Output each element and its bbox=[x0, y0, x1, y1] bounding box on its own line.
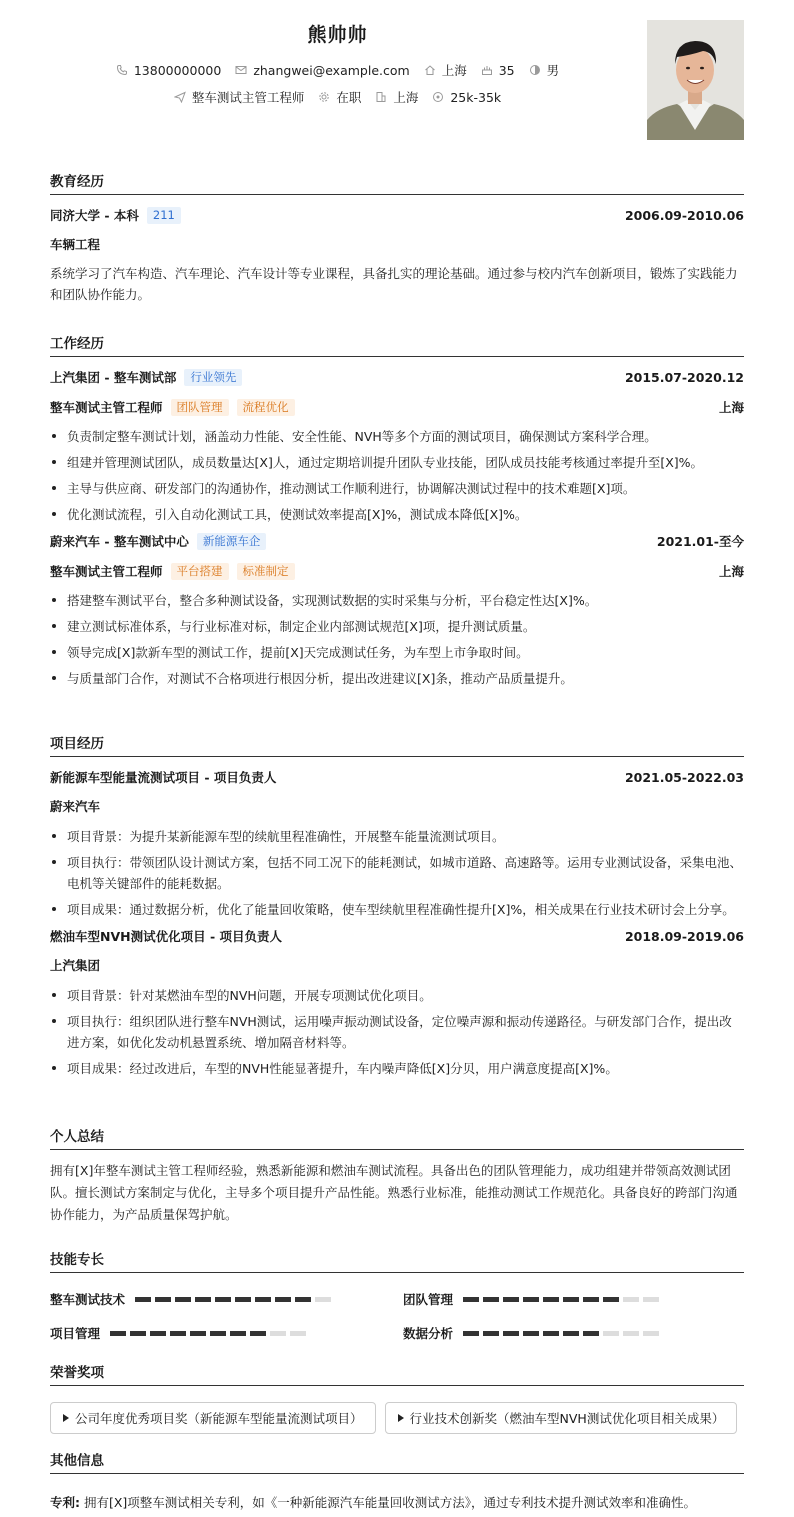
skill-segment-filled bbox=[543, 1331, 559, 1336]
skill-segment-empty bbox=[643, 1331, 659, 1336]
education-row bbox=[50, 205, 744, 225]
skill-segment-filled bbox=[235, 1297, 251, 1302]
skill-segment-filled bbox=[175, 1297, 191, 1302]
skill-item bbox=[403, 1323, 744, 1343]
coin-icon bbox=[432, 91, 444, 103]
status-text: 在职 bbox=[336, 90, 362, 105]
skill-segment-filled bbox=[215, 1297, 231, 1302]
honor-item bbox=[385, 1402, 738, 1434]
skill-level-bar bbox=[463, 1331, 659, 1336]
project-title: 项目经历 bbox=[50, 732, 744, 757]
skill-segment-filled bbox=[463, 1331, 479, 1336]
gender-text: 男 bbox=[546, 63, 560, 78]
job-intent-row bbox=[50, 88, 625, 106]
work-item bbox=[50, 367, 744, 525]
cake-icon bbox=[481, 64, 493, 76]
project-org: 上汽集团 bbox=[50, 958, 101, 973]
work-bullet: 优化测试流程，引入自动化测试工具，使测试效率提高[X]%，测试成本降低[X]%。 bbox=[50, 504, 744, 525]
gender-info bbox=[529, 61, 560, 79]
work-bullet: 建立测试标准体系，与行业标准对标，制定企业内部测试规范[X]项，提升测试质量。 bbox=[50, 616, 744, 637]
role-tag: 平台搭建 bbox=[171, 563, 229, 580]
work-bullet: 负责制定整车测试计划，涵盖动力性能、安全性能、NVH等多个方面的测试项目，确保测试方案科学合理。 bbox=[50, 426, 744, 447]
age-info bbox=[481, 63, 515, 78]
role-tag: 标准制定 bbox=[237, 563, 295, 580]
skill-item bbox=[50, 1323, 403, 1343]
project-bullet: 项目执行：组织团队进行整车NVH测试，运用噪声振动测试设备，定位噪声源和振动传递路径。与研发部门合作，提出改进方案，如优化发动机悬置系统、增加隔音材料等。 bbox=[50, 1011, 744, 1053]
skill-segment-empty bbox=[270, 1331, 286, 1336]
school-name: 同济大学 - 本科 bbox=[50, 208, 139, 223]
work-section bbox=[50, 332, 744, 694]
profile-photo bbox=[647, 20, 744, 140]
target-city-text: 上海 bbox=[393, 90, 419, 105]
skills-section bbox=[50, 1248, 744, 1343]
skill-segment-empty bbox=[643, 1297, 659, 1302]
skill-segment-filled bbox=[463, 1297, 479, 1302]
skill-segment-filled bbox=[563, 1297, 579, 1302]
honors-title: 荣誉奖项 bbox=[50, 1361, 744, 1386]
phone-text[interactable]: 13800000000 bbox=[133, 62, 222, 78]
work-item bbox=[50, 531, 744, 689]
honor-item bbox=[50, 1402, 376, 1434]
education-title: 教育经历 bbox=[50, 170, 744, 195]
skill-segment-filled bbox=[130, 1331, 146, 1336]
skill-segment-filled bbox=[275, 1297, 291, 1302]
skill-segment-filled bbox=[255, 1297, 271, 1302]
education-description: 系统学习了汽车构造、汽车理论、汽车设计等专业课程，具备扎实的理论基础。通过参与校内汽车创新项目，锻炼了实践能力和团队协作能力。 bbox=[50, 266, 738, 302]
project-item bbox=[50, 926, 744, 1079]
skill-level-bar bbox=[463, 1297, 659, 1302]
skill-level-bar bbox=[110, 1331, 306, 1336]
phone-icon bbox=[116, 64, 128, 76]
skill-segment-filled bbox=[483, 1297, 499, 1302]
candidate-name: 熊帅帅 bbox=[307, 24, 368, 46]
skills-title: 技能专长 bbox=[50, 1248, 744, 1273]
other-section bbox=[50, 1449, 744, 1513]
triangle-icon bbox=[63, 1414, 69, 1422]
skill-segment-filled bbox=[110, 1331, 126, 1336]
skill-segment-filled bbox=[150, 1331, 166, 1336]
summary-section bbox=[50, 1125, 744, 1226]
skill-segment-empty bbox=[315, 1297, 331, 1302]
work-city: 上海 bbox=[718, 400, 744, 415]
work-bullet: 主导与供应商、研发部门的沟通协作，推动测试工作顺利进行，协调解决测试过程中的技术难题[X]项。 bbox=[50, 478, 744, 499]
project-name: 燃油车型NVH测试优化项目 - 项目负责人 bbox=[50, 929, 282, 944]
honor-text: 公司年度优秀项目奖（新能源车型能量流测试项目） bbox=[75, 1411, 363, 1426]
honor-text: 行业技术创新奖（燃油车型NVH测试优化项目相关成果） bbox=[409, 1411, 725, 1426]
skill-segment-filled bbox=[135, 1297, 151, 1302]
email-text[interactable]: zhangwei@example.com bbox=[253, 62, 410, 78]
honors-section bbox=[50, 1361, 744, 1434]
skill-segment-empty bbox=[290, 1331, 306, 1336]
company-name: 上汽集团 - 整车测试部 bbox=[50, 370, 177, 385]
target-city-info bbox=[375, 88, 418, 106]
location-text: 上海 bbox=[441, 63, 467, 78]
skill-segment-empty bbox=[603, 1331, 619, 1336]
gear-icon bbox=[318, 91, 330, 103]
skill-segment-filled bbox=[155, 1297, 171, 1302]
education-period: 2006.09-2010.06 bbox=[624, 207, 744, 223]
work-period: 2021.01-至今 bbox=[656, 534, 744, 549]
skill-segment-filled bbox=[583, 1297, 599, 1302]
project-bullet: 项目成果：经过改进后，车型的NVH性能显著提升，车内噪声降低[X]分贝，用户满意度提高[X]%。 bbox=[50, 1058, 744, 1079]
skill-segment-empty bbox=[623, 1331, 639, 1336]
building-icon bbox=[375, 91, 387, 103]
age-text: 35 bbox=[498, 62, 515, 78]
other-text: 拥有[X]项整车测试相关专利，如《一种新能源汽车能量回收测试方法》，通过专利技术提升测试效率和准确性。 bbox=[83, 1495, 697, 1510]
role-tag: 团队管理 bbox=[171, 399, 229, 416]
skill-name: 项目管理 bbox=[50, 1326, 101, 1341]
school-tag: 211 bbox=[147, 207, 181, 224]
skill-segment-empty bbox=[623, 1297, 639, 1302]
target-position-info bbox=[174, 88, 305, 106]
project-bullet: 项目背景：为提升某新能源车型的续航里程准确性，开展整车能量流测试项目。 bbox=[50, 826, 744, 847]
skill-segment-filled bbox=[230, 1331, 246, 1336]
education-section bbox=[50, 170, 744, 305]
skill-name: 数据分析 bbox=[403, 1326, 454, 1341]
work-bullet: 与质量部门合作，对测试不合格项进行根因分析，提出改进建议[X]条，推动产品质量提升。 bbox=[50, 668, 744, 689]
work-bullet: 搭建整车测试平台，整合多种测试设备，实现测试数据的实时采集与分析，平台稳定性达[X]%。 bbox=[50, 590, 744, 611]
work-city: 上海 bbox=[718, 564, 744, 579]
skill-segment-filled bbox=[295, 1297, 311, 1302]
project-bullet: 项目背景：针对某燃油车型的NVH问题，开展专项测试优化项目。 bbox=[50, 985, 744, 1006]
skill-segment-filled bbox=[523, 1331, 539, 1336]
skill-segment-filled bbox=[543, 1297, 559, 1302]
skill-level-bar bbox=[135, 1297, 331, 1302]
skill-segment-filled bbox=[170, 1331, 186, 1336]
skill-segment-filled bbox=[195, 1297, 211, 1302]
work-period: 2015.07-2020.12 bbox=[624, 369, 744, 385]
project-org: 蔚来汽车 bbox=[50, 799, 101, 814]
major: 车辆工程 bbox=[50, 237, 101, 252]
skill-segment-filled bbox=[503, 1331, 519, 1336]
other-label: 专利: bbox=[50, 1495, 80, 1510]
send-icon bbox=[174, 91, 186, 103]
skill-segment-filled bbox=[250, 1331, 266, 1336]
work-title: 工作经历 bbox=[50, 332, 744, 357]
role-name: 整车测试主管工程师 bbox=[50, 564, 163, 579]
other-title: 其他信息 bbox=[50, 1449, 744, 1474]
role-tag: 流程优化 bbox=[237, 399, 295, 416]
summary-title: 个人总结 bbox=[50, 1125, 744, 1150]
company-tag: 行业领先 bbox=[184, 369, 242, 386]
phone-info bbox=[116, 63, 221, 78]
project-section bbox=[50, 732, 744, 1084]
work-bullet: 领导完成[X]款新车型的测试工作，提前[X]天完成测试任务，为车型上市争取时间。 bbox=[50, 642, 744, 663]
project-period: 2018.09-2019.06 bbox=[624, 928, 744, 944]
company-name: 蔚来汽车 - 整车测试中心 bbox=[50, 534, 189, 549]
mail-icon bbox=[235, 64, 247, 76]
work-bullet: 组建并管理测试团队，成员数量达[X]人，通过定期培训提升团队专业技能，团队成员技能考核通过率提升至[X]%。 bbox=[50, 452, 744, 473]
home-icon bbox=[424, 64, 436, 76]
status-info bbox=[318, 88, 361, 106]
salary-text: 25k-35k bbox=[450, 89, 502, 105]
skill-segment-filled bbox=[563, 1331, 579, 1336]
skill-name: 团队管理 bbox=[403, 1292, 454, 1307]
skill-segment-filled bbox=[603, 1297, 619, 1302]
skill-name: 整车测试技术 bbox=[50, 1292, 126, 1307]
skill-segment-filled bbox=[503, 1297, 519, 1302]
project-item bbox=[50, 767, 744, 920]
role-name: 整车测试主管工程师 bbox=[50, 400, 163, 415]
gender-icon bbox=[529, 64, 541, 76]
triangle-icon bbox=[398, 1414, 404, 1422]
summary-text: 拥有[X]年整车测试主管工程师经验，熟悉新能源和燃油车测试流程。具备出色的团队管理能力，成功组建并带领高效测试团队。擅长测试方案制定与优化，主导多个项目提升产品性能。熟悉行业标准，能推动测试工作规范化。具备良好的跨部门沟通协作能力，为产品质量保驾护航。 bbox=[50, 1163, 738, 1222]
salary-info bbox=[432, 90, 501, 105]
skill-item bbox=[50, 1289, 403, 1309]
project-period: 2021.05-2022.03 bbox=[624, 769, 744, 785]
skill-segment-filled bbox=[190, 1331, 206, 1336]
location-info bbox=[424, 61, 467, 79]
skill-segment-filled bbox=[523, 1297, 539, 1302]
project-bullet: 项目成果：通过数据分析，优化了能量回收策略，使车型续航里程准确性提升[X]%，相关成果在行业技术研讨会上分享。 bbox=[50, 899, 744, 920]
skill-segment-filled bbox=[583, 1331, 599, 1336]
skill-item bbox=[403, 1289, 744, 1309]
project-name: 新能源车型能量流测试项目 - 项目负责人 bbox=[50, 770, 277, 785]
resume-header bbox=[50, 0, 744, 160]
project-bullet: 项目执行：带领团队设计测试方案，包括不同工况下的能耗测试，如城市道路、高速路等。运用专业测试设备，采集电池、电机等关键部件的能耗数据。 bbox=[50, 852, 744, 894]
other-info bbox=[50, 1492, 744, 1513]
email-info bbox=[235, 63, 409, 78]
contact-row bbox=[50, 61, 625, 79]
skill-segment-filled bbox=[483, 1331, 499, 1336]
company-tag: 新能源车企 bbox=[197, 533, 267, 550]
target-position-text: 整车测试主管工程师 bbox=[191, 90, 305, 105]
skill-segment-filled bbox=[210, 1331, 226, 1336]
